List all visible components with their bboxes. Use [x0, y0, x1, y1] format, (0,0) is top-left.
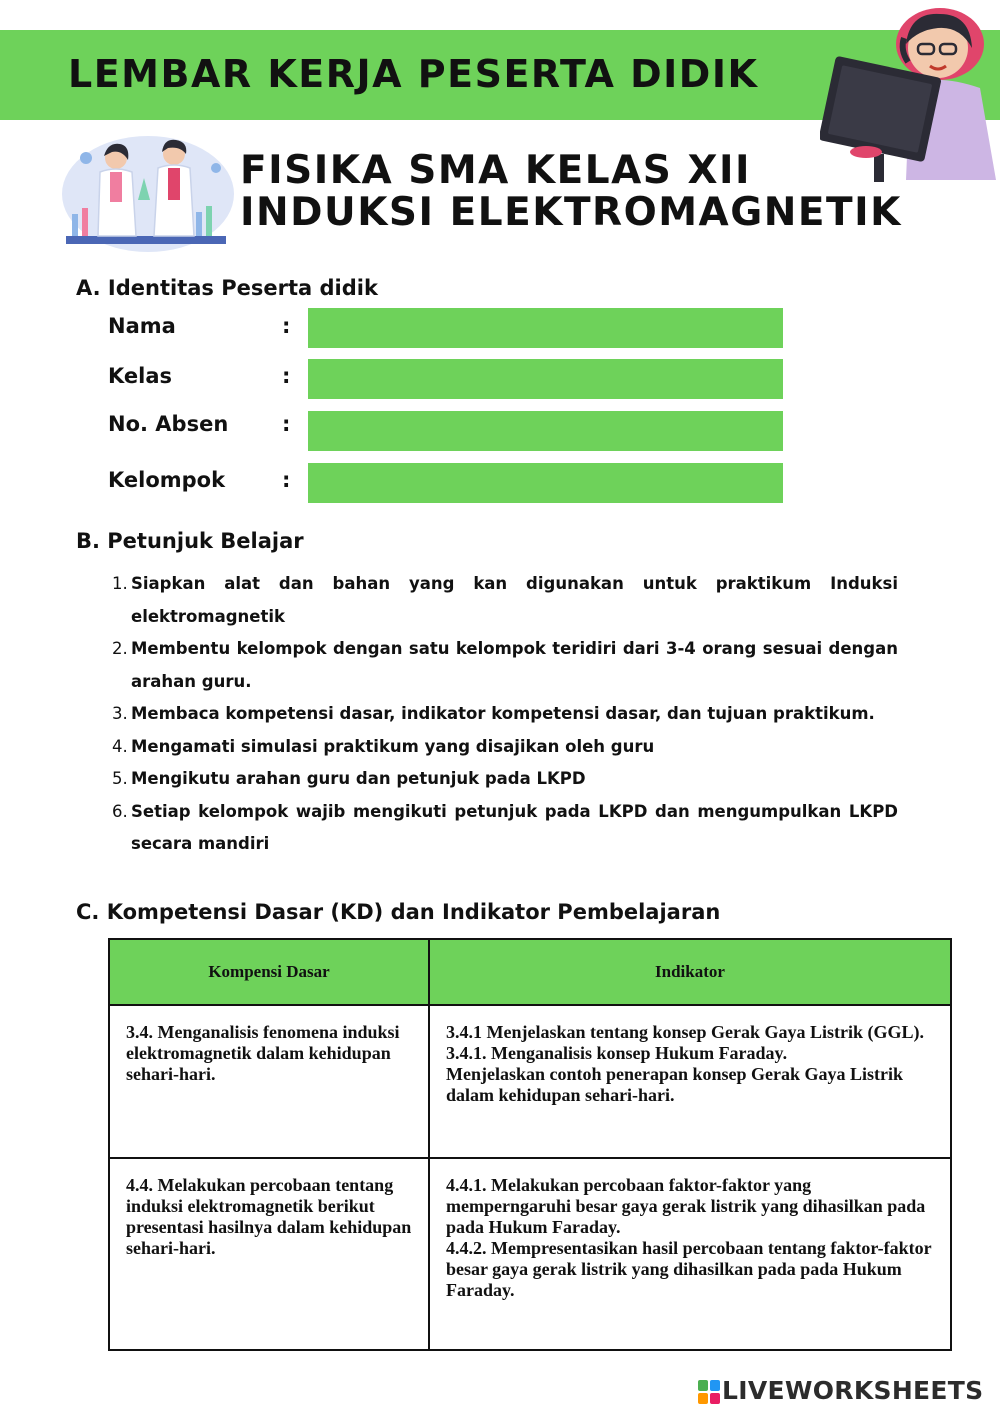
field-colon: :	[282, 412, 291, 436]
instruction-item	[108, 633, 898, 698]
header-indikator: Indikator	[429, 939, 951, 1005]
scientists-illustration	[56, 128, 234, 258]
indicator-line: Menjelaskan contoh penerapan konsep Gerak Gaya Listrik dalam kehidupan sehari-hari.	[446, 1064, 904, 1105]
subject-line-1: FISIKA SMA KELAS XII	[240, 148, 752, 193]
instruction-text: Membentu kelompok dengan satu kelompok teridiri dari 3-4 orang sesuai dengan arahan guru.	[131, 639, 898, 691]
instruction-text: Membaca kompetensi dasar, indikator kompetensi dasar, dan tujuan praktikum.	[131, 704, 875, 723]
instruction-number: 6.	[112, 801, 128, 821]
instruction-item	[108, 698, 898, 731]
subject-line-2: INDUKSI ELEKTROMAGNETIK	[240, 190, 902, 235]
instruction-number: 3.	[112, 704, 128, 723]
field-colon: :	[282, 468, 291, 492]
subject-title	[240, 150, 902, 234]
indicator-cell	[429, 1005, 951, 1158]
field-label-nama: Nama	[108, 314, 176, 338]
liveworksheets-watermark: LIVEWORKSHEETS	[722, 1376, 984, 1405]
instruction-text: Mengamati simulasi praktikum yang disajikan oleh guru	[131, 736, 655, 756]
competency-table	[108, 938, 952, 1351]
worksheet-title: LEMBAR KERJA PESERTA DIDIK	[68, 52, 759, 96]
instruction-text: Mengikutu arahan guru dan petunjuk pada LKPD	[131, 769, 586, 788]
table-row	[109, 1158, 951, 1350]
instruction-text: Setiap kelompok wajib mengikuti petunjuk pada LKPD dan mengumpulkan LKPD secara mandiri	[131, 801, 898, 853]
indicator-line: 4.4.2. Mempresentasikan hasil percobaan tentang faktor-faktor besar gaya gerak listrik yang dihasilkan pada pada Hukum Faraday.	[446, 1238, 932, 1300]
field-colon: :	[282, 364, 291, 388]
instruction-item	[108, 731, 898, 764]
indicator-cell	[429, 1158, 951, 1350]
kelompok-input[interactable]	[308, 463, 783, 503]
field-label-kelas: Kelas	[108, 364, 173, 388]
field-label-kelompok: Kelompok	[108, 468, 226, 492]
nama-input[interactable]	[308, 308, 783, 348]
instruction-item	[108, 568, 898, 633]
instruction-number: 2.	[112, 639, 128, 658]
indicator-line: 3.4.1. Menganalisis konsep Hukum Faraday.	[446, 1043, 788, 1063]
kd-cell: 3.4. Menganalisis fenomena induksi elektromagnetik dalam kehidupan sehari-hari.	[109, 1005, 429, 1158]
field-colon: :	[282, 314, 291, 338]
instruction-item	[108, 763, 898, 796]
section-b-heading: B. Petunjuk Belajar	[76, 529, 304, 553]
instruction-number: 4.	[112, 736, 128, 756]
instruction-item	[108, 796, 898, 861]
section-c-heading: C. Kompetensi Dasar (KD) dan Indikator Pembelajaran	[76, 900, 721, 924]
no-absen-input[interactable]	[308, 411, 783, 451]
kelas-input[interactable]	[308, 359, 783, 399]
instruction-text: Siapkan alat dan bahan yang kan digunakan untuk praktikum Induksi elektromagnetik	[131, 574, 898, 626]
liveworksheets-logo-icon	[698, 1380, 720, 1404]
field-label-no-absen: No. Absen	[108, 412, 229, 436]
header-kompetensi-dasar: Kompensi Dasar	[109, 939, 429, 1005]
section-a-heading: A. Identitas Peserta didik	[76, 276, 378, 300]
kd-cell: 4.4. Melakukan percobaan tentang induksi elektromagnetik berikut presentasi hasilnya dalam kehidupan sehari-hari.	[109, 1158, 429, 1350]
instruction-number: 5.	[112, 769, 128, 788]
indicator-line: 3.4.1 Menjelaskan tentang konsep Gerak Gaya Listrik (GGL).	[446, 1022, 925, 1042]
instruction-list	[108, 568, 898, 861]
instruction-number: 1.	[112, 574, 128, 593]
table-row	[109, 1005, 951, 1158]
indicator-line: 4.4.1. Melakukan percobaan faktor-faktor yang memperngaruhi besar gaya gerak listrik yang dihasilkan pada pada Hukum Faraday.	[446, 1175, 926, 1237]
table-header-row	[109, 939, 951, 1005]
